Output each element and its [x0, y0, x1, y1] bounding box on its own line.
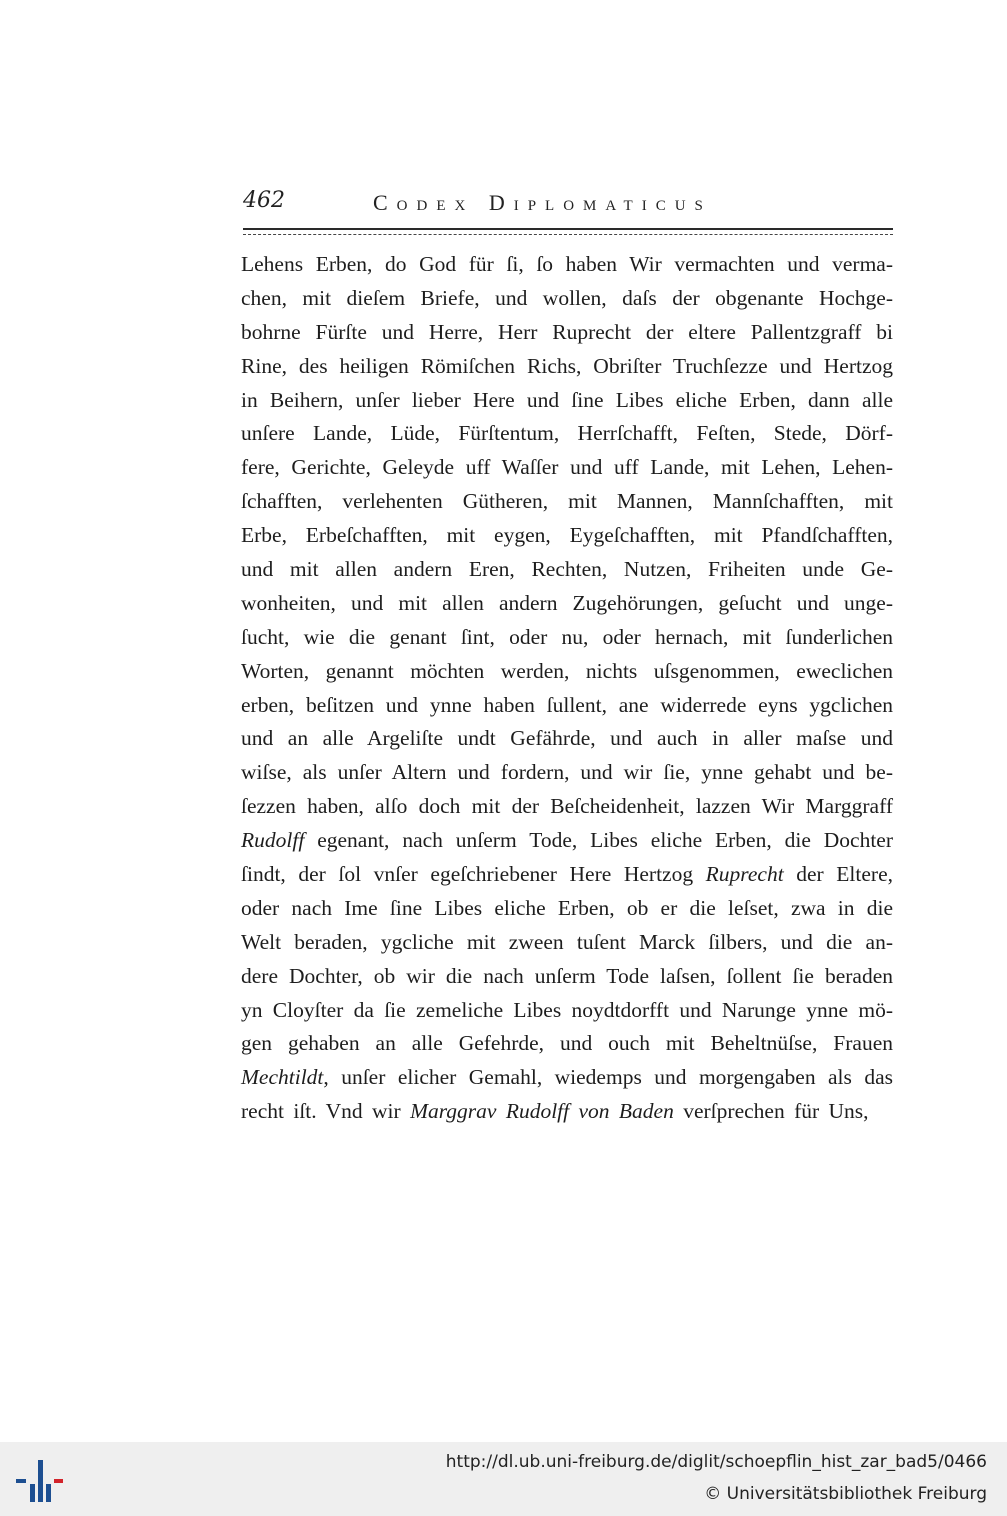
text-line: [241, 587, 893, 621]
text-segment: unſere Lande, Lüde, Fürſtentum, Herrſchafft, Feſten, Stede, Dörf-: [241, 421, 893, 446]
text-segment: Lehens Erben, do God für ſi, ſo haben Wir vermachten und verma-: [241, 252, 893, 276]
text-segment: erben, beſitzen und ynne haben ſullent, ane widerrede eyns ygclichen: [241, 692, 893, 717]
text-segment: und mit allen andern Eren, Rechten, Nutzen, Friheiten unde Ge-: [241, 557, 893, 582]
header-rule-thick: [243, 228, 893, 230]
text-line: [241, 722, 893, 756]
text-segment: Erbe, Erbeſchafften, mit eygen, Eygeſchafften, mit Pfandſchafften,: [241, 523, 893, 548]
text-segment: wonheiten, und mit allen andern Zugehörungen, geſucht und unge-: [241, 590, 893, 615]
text-segment: recht iſt. Vnd wir: [241, 1099, 411, 1124]
text-segment: verſprechen für Uns,: [673, 1099, 869, 1124]
text-segment: ſucht, wie die genant ſint, oder nu, oder hernach, mit ſunderlichen: [241, 624, 893, 649]
text-segment: , unſer elicher Gemahl, wiedemps und morgengaben als das: [323, 1065, 893, 1090]
text-segment: ſezzen haben, alſo doch mit der Beſcheidenheit, lazzen Wir Marggraff: [241, 794, 893, 819]
italic-name: Rudolff: [241, 828, 305, 853]
text-segment: wiſse, als unſer Altern und fordern, und wir ſie, ynne gehabt und be-: [241, 760, 893, 785]
text-segment: Rine, des heiligen Römiſchen Richs, Obriſter Truchſezze und Hertzog: [241, 353, 893, 378]
text-line: [241, 960, 893, 994]
text-segment: egenant, nach unſerm Tode, Libes eliche Erben, die Dochter: [304, 828, 893, 853]
text-line: [241, 519, 893, 553]
text-line: [241, 621, 893, 655]
text-line: [241, 1061, 893, 1095]
italic-name: Mechtildt: [241, 1065, 324, 1090]
text-segment: fere, Gerichte, Geleyde uff Waſſer und uff Lande, mit Lehen, Lehen-: [241, 455, 893, 480]
text-segment: yn Cloyſter da ſie zemeliche Libes noydtdorfft und Narunge ynne mö-: [241, 997, 893, 1022]
body-text: [241, 248, 893, 1129]
text-segment: Worten, genannt möchten werden, nichts uſsgenommen, eweclichen: [241, 658, 893, 683]
page-number: 462: [243, 188, 285, 213]
text-line: [241, 384, 893, 418]
ub-freiburg-logo-icon: [14, 1454, 64, 1504]
text-segment: chen, mit dieſem Briefe, und wollen, daſs der obgenante Hochge-: [241, 285, 893, 310]
text-line: [241, 756, 893, 790]
source-url-link[interactable]: http://dl.ub.uni-freiburg.de/diglit/schoepflin_hist_zar_bad5/0466: [445, 1452, 987, 1472]
text-line: [241, 1095, 893, 1129]
text-line: [241, 790, 893, 824]
header-rule-thin: [243, 234, 893, 235]
text-segment: gen gehaben an alle Gefehrde, und ouch mit Beheltnüſse, Frauen: [241, 1031, 893, 1056]
text-line: [241, 282, 893, 316]
text-line: [241, 417, 893, 451]
text-segment: dere Dochter, ob wir die nach unſerm Tode laſsen, ſollent ſie beraden: [241, 963, 893, 988]
text-line: [241, 689, 893, 723]
text-line: [241, 451, 893, 485]
running-title: Codex Diplomaticus: [373, 190, 712, 215]
text-line: [241, 553, 893, 587]
text-line: [241, 248, 893, 282]
text-line: [241, 892, 893, 926]
text-segment: bohrne Fürſte und Herre, Herr Ruprecht der eltere Pallentzgraff bi: [241, 319, 893, 344]
text-segment: in Beihern, unſer lieber Here und ſine Libes eliche Erben, dann alle: [241, 387, 893, 412]
text-line: [241, 350, 893, 384]
text-segment: und an alle Argeliſte undt Gefährde, und auch in aller maſse und: [241, 726, 893, 751]
text-segment: oder nach Ime ſine Libes eliche Erben, ob er die leſset, zwa in die: [241, 895, 893, 920]
text-line: [241, 1027, 893, 1061]
italic-name: Ruprecht: [705, 862, 784, 887]
text-line: [241, 655, 893, 689]
text-line: [241, 994, 893, 1028]
text-segment: ſchafften, verlehenten Gütheren, mit Mannen, Mannſchafften, mit: [241, 489, 893, 514]
page-header: [243, 186, 893, 222]
text-line: [241, 316, 893, 350]
header-rule: [243, 228, 893, 239]
text-line: [241, 485, 893, 519]
footer-bar: [0, 1442, 1007, 1516]
text-segment: ſindt, der ſol vnſer egeſchriebener Here Hertzog: [241, 862, 706, 887]
italic-name: Marggrav Rudolff von Baden: [410, 1099, 674, 1124]
text-line: [241, 824, 893, 858]
copyright-notice: © Universitätsbibliothek Freiburg: [704, 1484, 987, 1504]
text-line: [241, 926, 893, 960]
text-segment: der Eltere,: [783, 862, 893, 887]
text-line: [241, 858, 893, 892]
text-segment: Welt beraden, ygcliche mit zween tuſent Marck ſilbers, und die an-: [241, 929, 893, 954]
